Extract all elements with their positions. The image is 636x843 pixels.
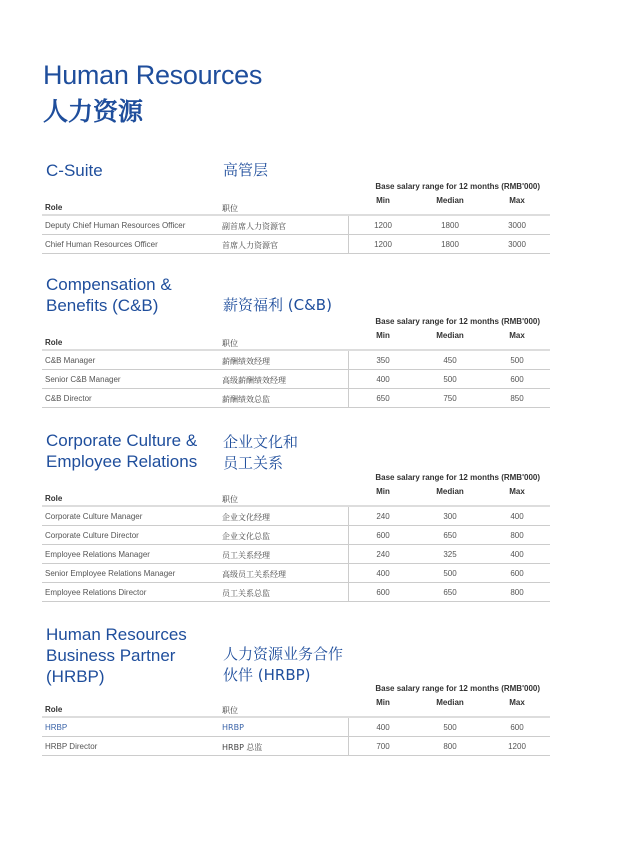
min-value: 240: [376, 550, 390, 559]
max-value: 1200: [508, 742, 526, 751]
max-value: 3000: [508, 221, 526, 230]
max-value: 800: [510, 588, 524, 597]
header-role-cn: 职位: [222, 204, 238, 213]
page-title-cn: 人力资源: [43, 97, 144, 126]
role-cn: 高级薪酬绩效经理: [222, 376, 286, 385]
role-cn: 薪酬绩效经理: [222, 357, 270, 366]
median-value: 1800: [441, 240, 459, 249]
header-min: Min: [376, 196, 390, 205]
header-median: Median: [436, 196, 464, 205]
median-value: 500: [443, 723, 457, 732]
min-value: 400: [376, 375, 390, 384]
role-cn: 企业文化经理: [222, 513, 270, 522]
table-header: [42, 196, 550, 216]
role-cn: 首席人力资源官: [222, 241, 278, 250]
max-value: 850: [510, 394, 524, 403]
role: Corporate Culture Director: [45, 531, 139, 540]
role: Employee Relations Director: [45, 588, 147, 597]
table-caption: Base salary range for 12 months (RMB'000): [375, 473, 540, 482]
section-title: C-Suite: [46, 161, 103, 180]
role-cn: 员工关系经理: [222, 551, 270, 560]
header-role-cn: 职位: [222, 706, 238, 715]
header-max: Max: [509, 331, 525, 340]
min-value: 400: [376, 723, 390, 732]
role: HRBP: [45, 723, 68, 732]
max-value: 400: [510, 512, 524, 521]
median-value: 325: [443, 550, 457, 559]
header-min: Min: [376, 698, 390, 707]
median-value: 800: [443, 742, 457, 751]
median-value: 650: [443, 588, 457, 597]
role-cn: 副首席人力资源官: [222, 222, 286, 231]
role-cn: HRBP: [222, 723, 244, 732]
role: Senior C&B Manager: [45, 375, 121, 384]
max-value: 500: [510, 356, 524, 365]
header-min: Min: [376, 487, 390, 496]
header-max: Max: [509, 698, 525, 707]
max-value: 400: [510, 550, 524, 559]
table-row: [42, 351, 550, 370]
section-title: Human Resources Business Partner (HRBP): [46, 625, 187, 686]
table-row: [42, 507, 550, 526]
min-value: 650: [376, 394, 390, 403]
role: Chief Human Resources Officer: [45, 240, 158, 249]
table-row: [42, 235, 550, 254]
header-role: Role: [45, 338, 63, 347]
header-max: Max: [509, 487, 525, 496]
section-title-cn: 薪资福利 (C&B): [223, 296, 332, 314]
header-role: Role: [45, 494, 63, 503]
section-title: Compensation & Benefits (C&B): [46, 275, 172, 315]
median-value: 500: [443, 375, 457, 384]
min-value: 1200: [374, 221, 392, 230]
min-value: 400: [376, 569, 390, 578]
header-role: Role: [45, 705, 63, 714]
max-value: 600: [510, 569, 524, 578]
min-value: 700: [376, 742, 390, 751]
role: C&B Director: [45, 394, 92, 403]
median-value: 750: [443, 394, 457, 403]
table-row: [42, 564, 550, 583]
table-row: [42, 583, 550, 602]
table-caption: Base salary range for 12 months (RMB'000): [375, 182, 540, 191]
median-value: 1800: [441, 221, 459, 230]
max-value: 600: [510, 723, 524, 732]
role: Corporate Culture Manager: [45, 512, 143, 521]
table-row: [42, 370, 550, 389]
header-max: Max: [509, 196, 525, 205]
table-row: [42, 216, 550, 235]
section-title: Corporate Culture & Employee Relations: [46, 431, 198, 471]
table-row: [42, 526, 550, 545]
median-value: 450: [443, 356, 457, 365]
header-role-cn: 职位: [222, 495, 238, 504]
table-row: [42, 718, 550, 737]
median-value: 500: [443, 569, 457, 578]
header-role-cn: 职位: [222, 339, 238, 348]
role: HRBP Director: [45, 742, 98, 751]
page-title: Human Resources: [43, 60, 263, 90]
min-value: 600: [376, 588, 390, 597]
min-value: 600: [376, 531, 390, 540]
role: Deputy Chief Human Resources Officer: [45, 221, 186, 230]
max-value: 800: [510, 531, 524, 540]
table-header: [42, 331, 550, 351]
table-header: [42, 698, 550, 718]
header-role: Role: [45, 203, 63, 212]
role: Senior Employee Relations Manager: [45, 569, 176, 578]
role-cn: 员工关系总监: [222, 589, 270, 598]
table-row: [42, 737, 550, 756]
role-cn: 薪酬绩效总监: [222, 395, 270, 404]
header-min: Min: [376, 331, 390, 340]
role: C&B Manager: [45, 356, 96, 365]
min-value: 1200: [374, 240, 392, 249]
min-value: 350: [376, 356, 390, 365]
table-caption: Base salary range for 12 months (RMB'000): [375, 317, 540, 326]
header-median: Median: [436, 487, 464, 496]
table-header: [42, 487, 550, 507]
role: Employee Relations Manager: [45, 550, 150, 559]
table-row: [42, 545, 550, 564]
role-cn: 高级员工关系经理: [222, 570, 286, 579]
median-value: 650: [443, 531, 457, 540]
median-value: 300: [443, 512, 457, 521]
table-caption: Base salary range for 12 months (RMB'000): [375, 684, 540, 693]
max-value: 3000: [508, 240, 526, 249]
role-cn: HRBP 总监: [222, 743, 263, 752]
section-title-cn: 人力资源业务合作 伙伴 (HRBP): [223, 645, 344, 684]
min-value: 240: [376, 512, 390, 521]
section-title-cn: 企业文化和 员工关系: [223, 433, 299, 472]
role-cn: 企业文化总监: [222, 532, 270, 541]
header-median: Median: [436, 331, 464, 340]
max-value: 600: [510, 375, 524, 384]
header-median: Median: [436, 698, 464, 707]
section-title-cn: 高管层: [223, 161, 269, 179]
table-row: [42, 389, 550, 408]
